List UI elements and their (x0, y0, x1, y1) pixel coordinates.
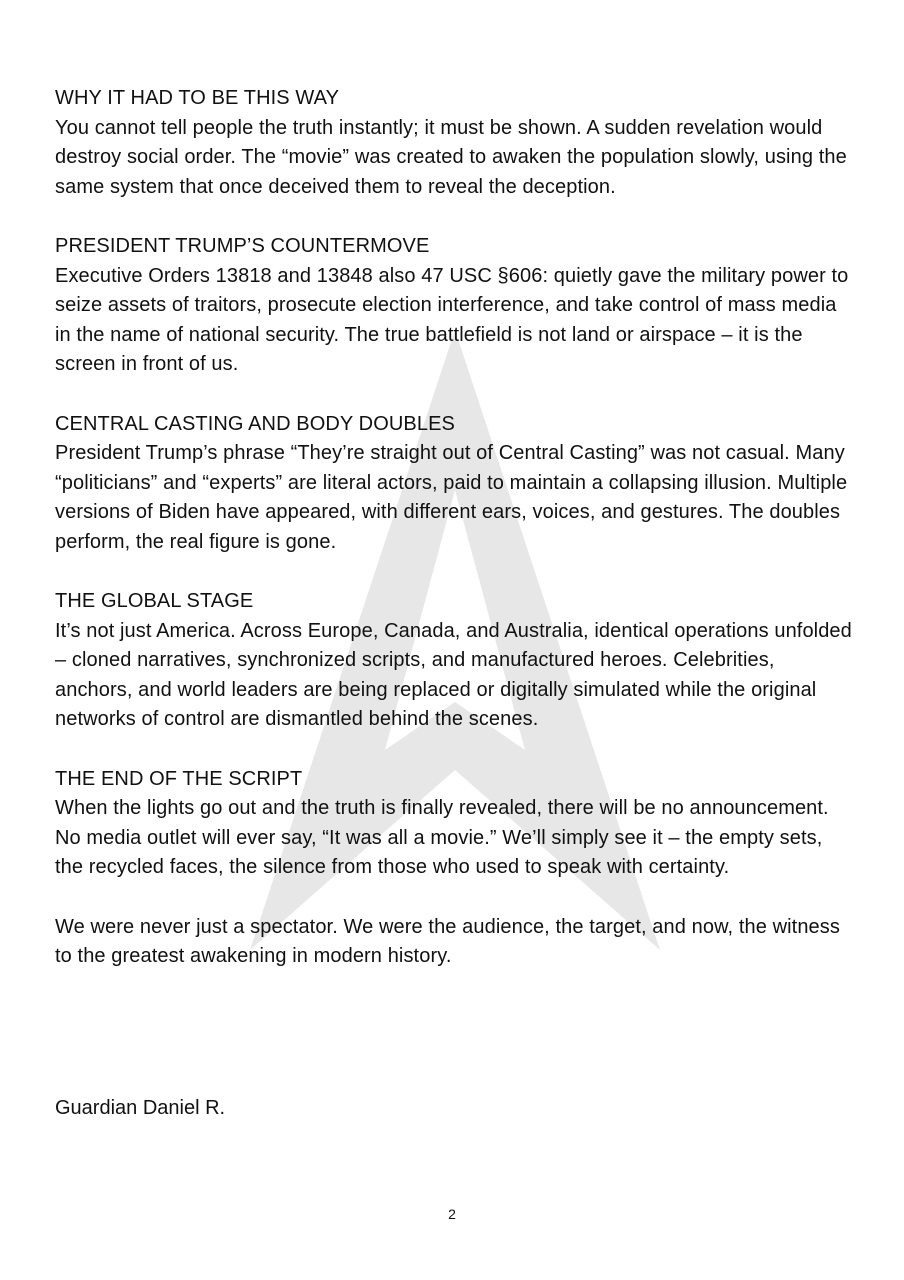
section-paragraph: It’s not just America. Across Europe, Canada, and Australia, identical operations unfolded – cloned narratives, synchronized scripts, and manufactured heroes. Celebrities, anchors, and world leaders are being replaced or digitally simulated while the original networks of control are dismantled behind the scenes. (55, 619, 852, 731)
section-paragraph: You cannot tell people the truth instantly; it must be shown. A sudden revelation would destroy social order. The “movie” was created to awaken the population slowly, using the same system that once deceived them to reveal the deception. (55, 116, 847, 198)
closing-section (55, 913, 855, 972)
section-heading: CENTRAL CASTING AND BODY DOUBLES (55, 412, 455, 435)
section-why-it-had-to-be (55, 84, 855, 202)
signature: Guardian Daniel R. (55, 1097, 226, 1119)
document-body (55, 84, 855, 1001)
section-central-casting (55, 410, 855, 558)
section-heading: THE END OF THE SCRIPT (55, 767, 303, 790)
section-paragraph: When the lights go out and the truth is finally revealed, there will be no announcement. No media outlet will ever say, “It was all a movie.” We’ll simply see it – the empty sets, the recycled faces, the silence from those who used to speak with certainty. (55, 797, 829, 879)
section-global-stage (55, 587, 855, 735)
section-paragraph: President Trump’s phrase “They’re straight out of Central Casting” was not casual. Many “politicians” and “experts” are literal actors, paid to maintain a collapsing illusion. Multiple versions of Biden have appeared, with different ears, voices, and gestures. The doubles perform, the real figure is gone. (55, 442, 848, 553)
section-heading: PRESIDENT TRUMP’S COUNTERMOVE (55, 234, 430, 257)
section-end-of-script (55, 765, 855, 883)
section-heading: THE GLOBAL STAGE (55, 590, 254, 613)
section-heading: WHY IT HAD TO BE THIS WAY (55, 87, 340, 109)
section-countermove (55, 232, 855, 380)
section-paragraph: Executive Orders 13818 and 13848 also 47 USC §606: quietly gave the military power to seize assets of traitors, prosecute election interference, and take control of mass media in the name of national security. The true battlefield is not land or airspace – it is the screen in front of us. (55, 264, 849, 376)
closing-paragraph: We were never just a spectator. We were the audience, the target, and now, the witness to the greatest awakening in modern history. (55, 915, 840, 968)
page-number: 2 (448, 1206, 456, 1222)
